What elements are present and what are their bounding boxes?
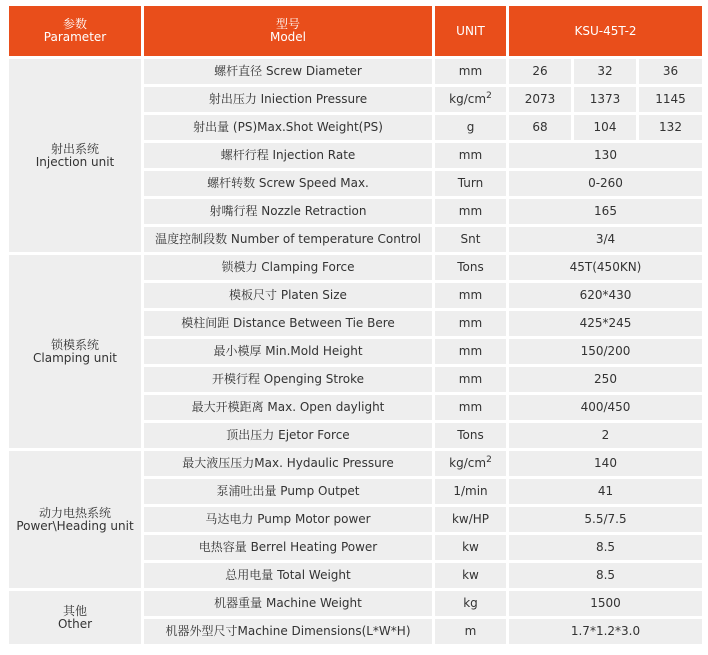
param-label: 模板尺寸 Platen Size <box>144 283 432 308</box>
value-cell: 2073 <box>509 87 571 112</box>
unit-cell <box>435 255 506 280</box>
value-cell: 68 <box>509 115 571 140</box>
param-label: 总用电量 Total Weight <box>144 563 432 588</box>
group-name-cn: 动力电热系统 <box>38 505 111 520</box>
param-label: 最小模厚 Min.Mold Height <box>144 339 432 364</box>
unit-superscript: 2 <box>486 455 492 465</box>
value-cell: 3/4 <box>509 227 702 252</box>
value-cell: 8.5 <box>509 563 702 588</box>
unit-text: Tons <box>457 428 484 442</box>
header-model-en: Model <box>269 30 307 44</box>
unit-text: mm <box>458 344 483 358</box>
param-label: 泵浦吐出量 Pump Outpet <box>144 479 432 504</box>
unit-text: kg/cm <box>449 456 487 470</box>
value-cell: 0-260 <box>509 171 702 196</box>
group-name-en: Injection unit <box>35 154 115 169</box>
unit-cell <box>435 535 506 560</box>
table-row <box>9 59 702 84</box>
param-label: 温度控制段数 Number of temperature Control <box>144 227 432 252</box>
value-cell: 620*430 <box>509 283 702 308</box>
unit-text: Turn <box>457 176 484 190</box>
param-label: 顶出压力 Ejetor Force <box>144 423 432 448</box>
spec-body <box>9 59 702 644</box>
value-cell: 130 <box>509 143 702 168</box>
param-label: 开模行程 Openging Stroke <box>144 367 432 392</box>
param-label: 螺杆直径 Screw Diameter <box>144 59 432 84</box>
unit-cell <box>435 199 506 224</box>
group-label <box>9 451 141 588</box>
unit-cell <box>435 591 506 616</box>
header-model-name: KSU-45T-2 <box>509 6 702 56</box>
unit-cell <box>435 367 506 392</box>
group-name-en: Power\Heading unit <box>16 518 134 533</box>
param-label: 螺杆转数 Screw Speed Max. <box>144 171 432 196</box>
unit-text: mm <box>458 288 483 302</box>
param-label: 锁模力 Clamping Force <box>144 255 432 280</box>
value-cell: 1145 <box>639 87 702 112</box>
group-label <box>9 591 141 644</box>
unit-text: kg <box>463 596 478 610</box>
unit-text: 1/min <box>453 484 488 498</box>
group-label <box>9 255 141 448</box>
unit-text: kw <box>462 540 479 554</box>
param-label: 螺杆行程 Injection Rate <box>144 143 432 168</box>
header-unit: UNIT <box>435 6 506 56</box>
unit-text: mm <box>458 148 483 162</box>
value-cell: 1500 <box>509 591 702 616</box>
unit-cell <box>435 479 506 504</box>
value-cell: 32 <box>574 59 636 84</box>
unit-cell <box>435 563 506 588</box>
group-name-cn: 射出系统 <box>50 141 99 156</box>
unit-cell <box>435 451 506 476</box>
value-cell: 45T(450KN) <box>509 255 702 280</box>
unit-text: mm <box>458 64 483 78</box>
unit-cell <box>435 59 506 84</box>
param-label: 射出量 (PS)Max.Shot Weight(PS) <box>144 115 432 140</box>
value-cell: 165 <box>509 199 702 224</box>
group-name-en: Clamping unit <box>33 350 117 365</box>
group-name-cn: 其他 <box>62 603 87 618</box>
unit-text: mm <box>458 372 483 386</box>
unit-text: mm <box>458 400 483 414</box>
value-cell: 5.5/7.5 <box>509 507 702 532</box>
param-label: 机器重量 Machine Weight <box>144 591 432 616</box>
value-cell: 425*245 <box>509 311 702 336</box>
header-row <box>9 6 702 56</box>
group-name-cn: 锁模系统 <box>50 337 99 352</box>
value-cell: 132 <box>639 115 702 140</box>
header-parameter <box>9 6 141 56</box>
header-parameter-cn: 参数 <box>62 17 87 31</box>
param-label: 电热容量 Berrel Heating Power <box>144 535 432 560</box>
group-name-en: Other <box>57 616 93 631</box>
param-label: 射出压力 Iniection Pressure <box>144 87 432 112</box>
unit-cell <box>435 283 506 308</box>
value-cell: 150/200 <box>509 339 702 364</box>
spec-table <box>6 3 705 647</box>
value-cell: 140 <box>509 451 702 476</box>
value-cell: 250 <box>509 367 702 392</box>
unit-cell <box>435 507 506 532</box>
group-label <box>9 59 141 252</box>
param-label: 最大液压压力Max. Hydaulic Pressure <box>144 451 432 476</box>
unit-superscript: 2 <box>486 91 492 101</box>
value-cell: 41 <box>509 479 702 504</box>
value-cell: 400/450 <box>509 395 702 420</box>
table-row <box>9 451 702 476</box>
table-row <box>9 591 702 616</box>
value-cell: 1373 <box>574 87 636 112</box>
unit-cell <box>435 143 506 168</box>
unit-text: mm <box>458 204 483 218</box>
param-label: 模柱间距 Distance Between Tie Bere <box>144 311 432 336</box>
param-label: 马达电力 Pump Motor power <box>144 507 432 532</box>
unit-cell <box>435 339 506 364</box>
header-model <box>144 6 432 56</box>
param-label: 射嘴行程 Nozzle Retraction <box>144 199 432 224</box>
table-row <box>9 255 702 280</box>
unit-cell <box>435 619 506 644</box>
unit-cell <box>435 227 506 252</box>
header-parameter-en: Parameter <box>43 30 107 44</box>
unit-text: m <box>464 624 477 638</box>
unit-cell <box>435 311 506 336</box>
unit-cell <box>435 395 506 420</box>
unit-text: kw <box>462 568 479 582</box>
param-label: 机器外型尺寸Machine Dimensions(L*W*H) <box>144 619 432 644</box>
header-model-cn: 型号 <box>275 17 300 31</box>
unit-cell <box>435 423 506 448</box>
value-cell: 36 <box>639 59 702 84</box>
param-label: 最大开模距离 Max. Open daylight <box>144 395 432 420</box>
value-cell: 8.5 <box>509 535 702 560</box>
value-cell: 104 <box>574 115 636 140</box>
unit-text: mm <box>458 316 483 330</box>
unit-text: g <box>466 120 475 134</box>
unit-text: Snt <box>460 232 481 246</box>
unit-text: kg/cm <box>449 92 487 106</box>
value-cell: 26 <box>509 59 571 84</box>
value-cell: 1.7*1.2*3.0 <box>509 619 702 644</box>
unit-cell <box>435 87 506 112</box>
unit-text: Tons <box>457 260 484 274</box>
unit-text: kw/HP <box>451 512 490 526</box>
unit-cell <box>435 171 506 196</box>
unit-cell <box>435 115 506 140</box>
value-cell: 2 <box>509 423 702 448</box>
